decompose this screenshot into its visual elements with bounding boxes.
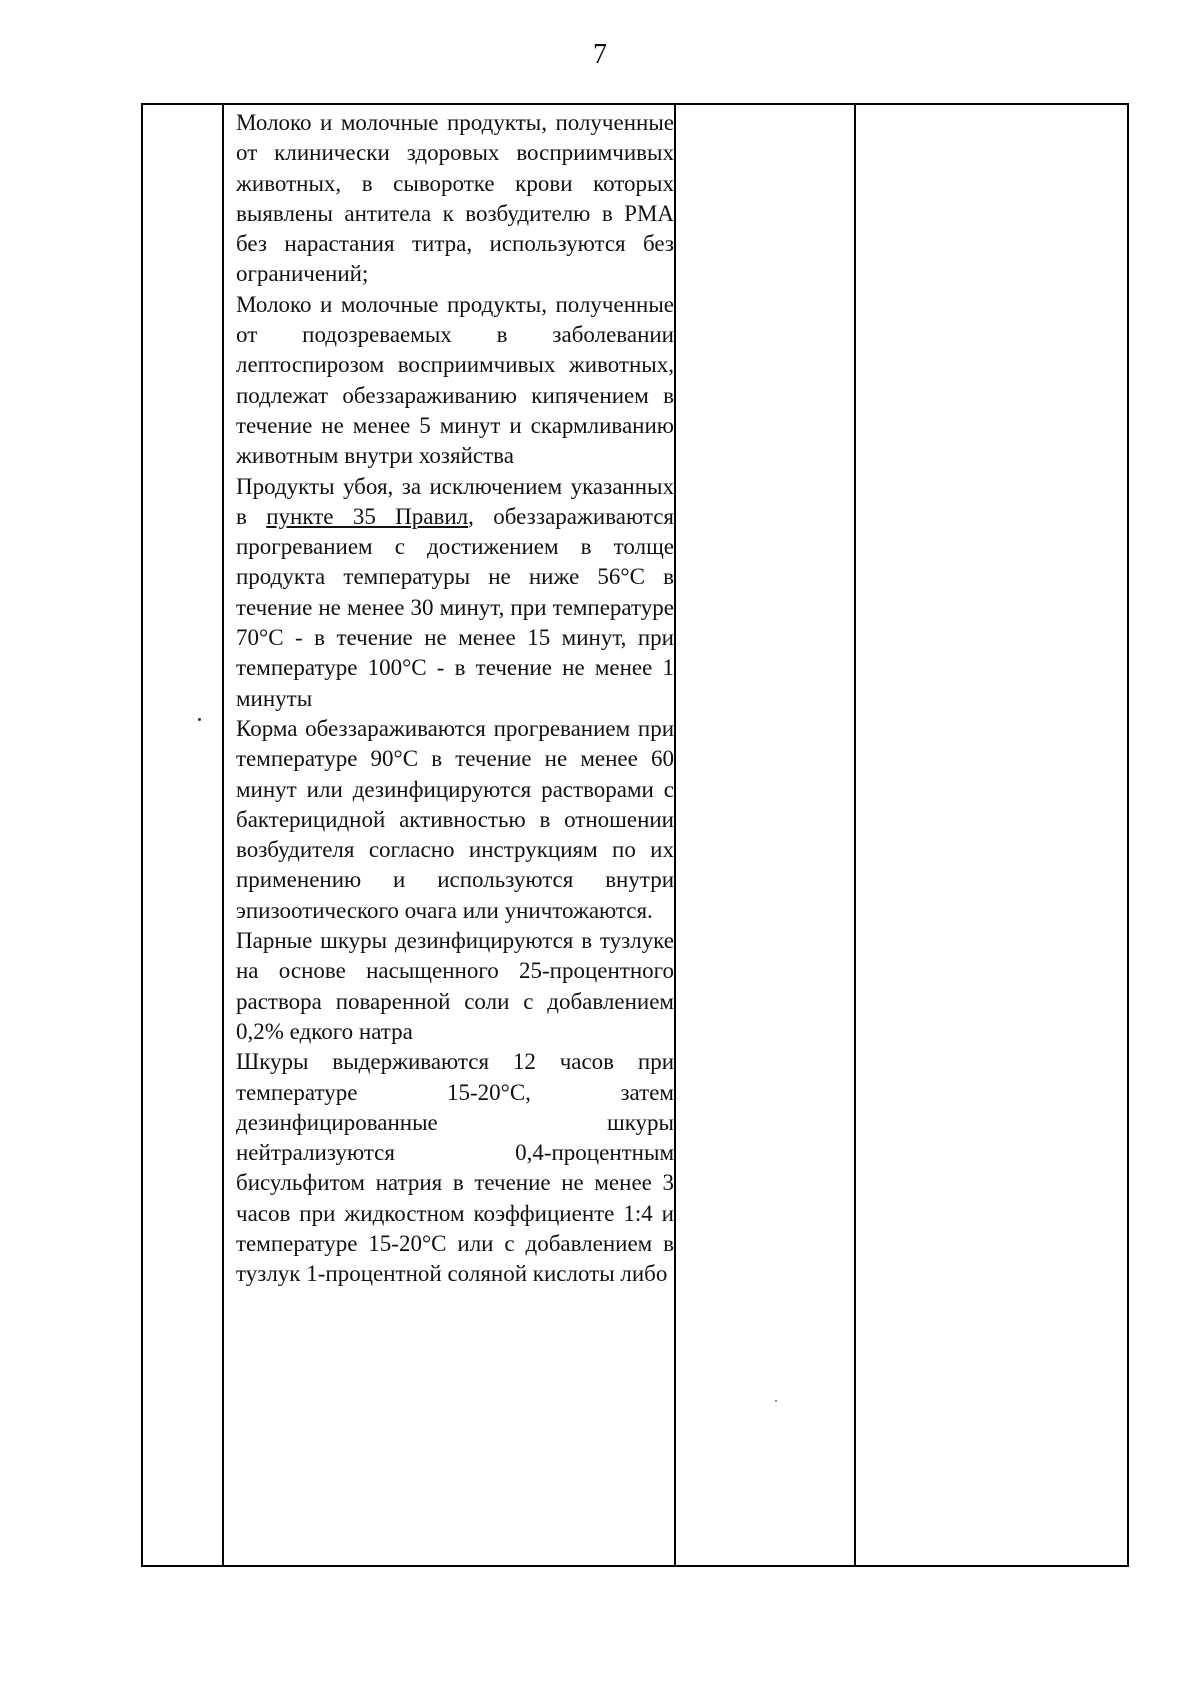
column-divider-3	[854, 105, 856, 1565]
paragraph-hides-treatment: Шкуры выдерживаются 12 часов при температуре 15-20°С, затем дезинфицированные шкуры нейтрализуются 0,4-процентным бисульфитом натрия в течение не менее 3 часов при жидкостном коэффициенте 1:4 и температуре 15-20°С или с добавлением в тузлук 1-процентной соляной кислоты либо	[236, 1049, 674, 1287]
scan-artifact-dot	[198, 718, 201, 721]
column-divider-1	[222, 105, 224, 1565]
paragraph-milk-healthy: Молоко и молочные продукты, полученные от клинически здоровых восприимчивых животных, в сыворотке крови которых выявлены антитела к возбудителю в РМА без нарастания титра, используются без ограничений;	[236, 110, 674, 287]
column-divider-2	[674, 105, 676, 1565]
scan-artifact-dot	[775, 1400, 777, 1402]
measures-cell	[236, 108, 674, 1290]
slaughter-text-after: , обеззараживаются прогреванием с достижением в толще продукта температуры не ниже 56°С в течение не менее 30 минут, при температуре 70°С - в течение не менее 15 минут, при температуре 100°С - в течение не менее 1 минуты	[236, 503, 674, 711]
paragraph-raw-hides: Парные шкуры дезинфицируются в тузлуке на основе насыщенного 25-процентного раствора поваренной соли с добавлением 0,2% едкого натра	[236, 928, 674, 1044]
page-number: 7	[593, 39, 607, 70]
slaughter-text-before: Продукты убоя, за исключением указанных в	[236, 473, 674, 529]
rules-clause-link[interactable]: пункте 35 Правил	[266, 503, 469, 529]
paragraph-milk-suspected: Молоко и молочные продукты, полученные от подозреваемых в заболевании лептоспирозом восприимчивых животных, подлежат обеззараживанию кипячением в течение не менее 5 минут и скармливанию животным внутри хозяйства	[236, 291, 674, 469]
paragraph-feed: Корма обеззараживаются прогреванием при температуре 90°С в течение не менее 60 минут или дезинфицируются растворами с бактерицидной активностью в отношении возбудителя согласно инструкциям по их применению и используются внутри эпизоотического очага или уничтожаются.	[236, 715, 674, 923]
paragraph-slaughter-products	[236, 472, 674, 714]
